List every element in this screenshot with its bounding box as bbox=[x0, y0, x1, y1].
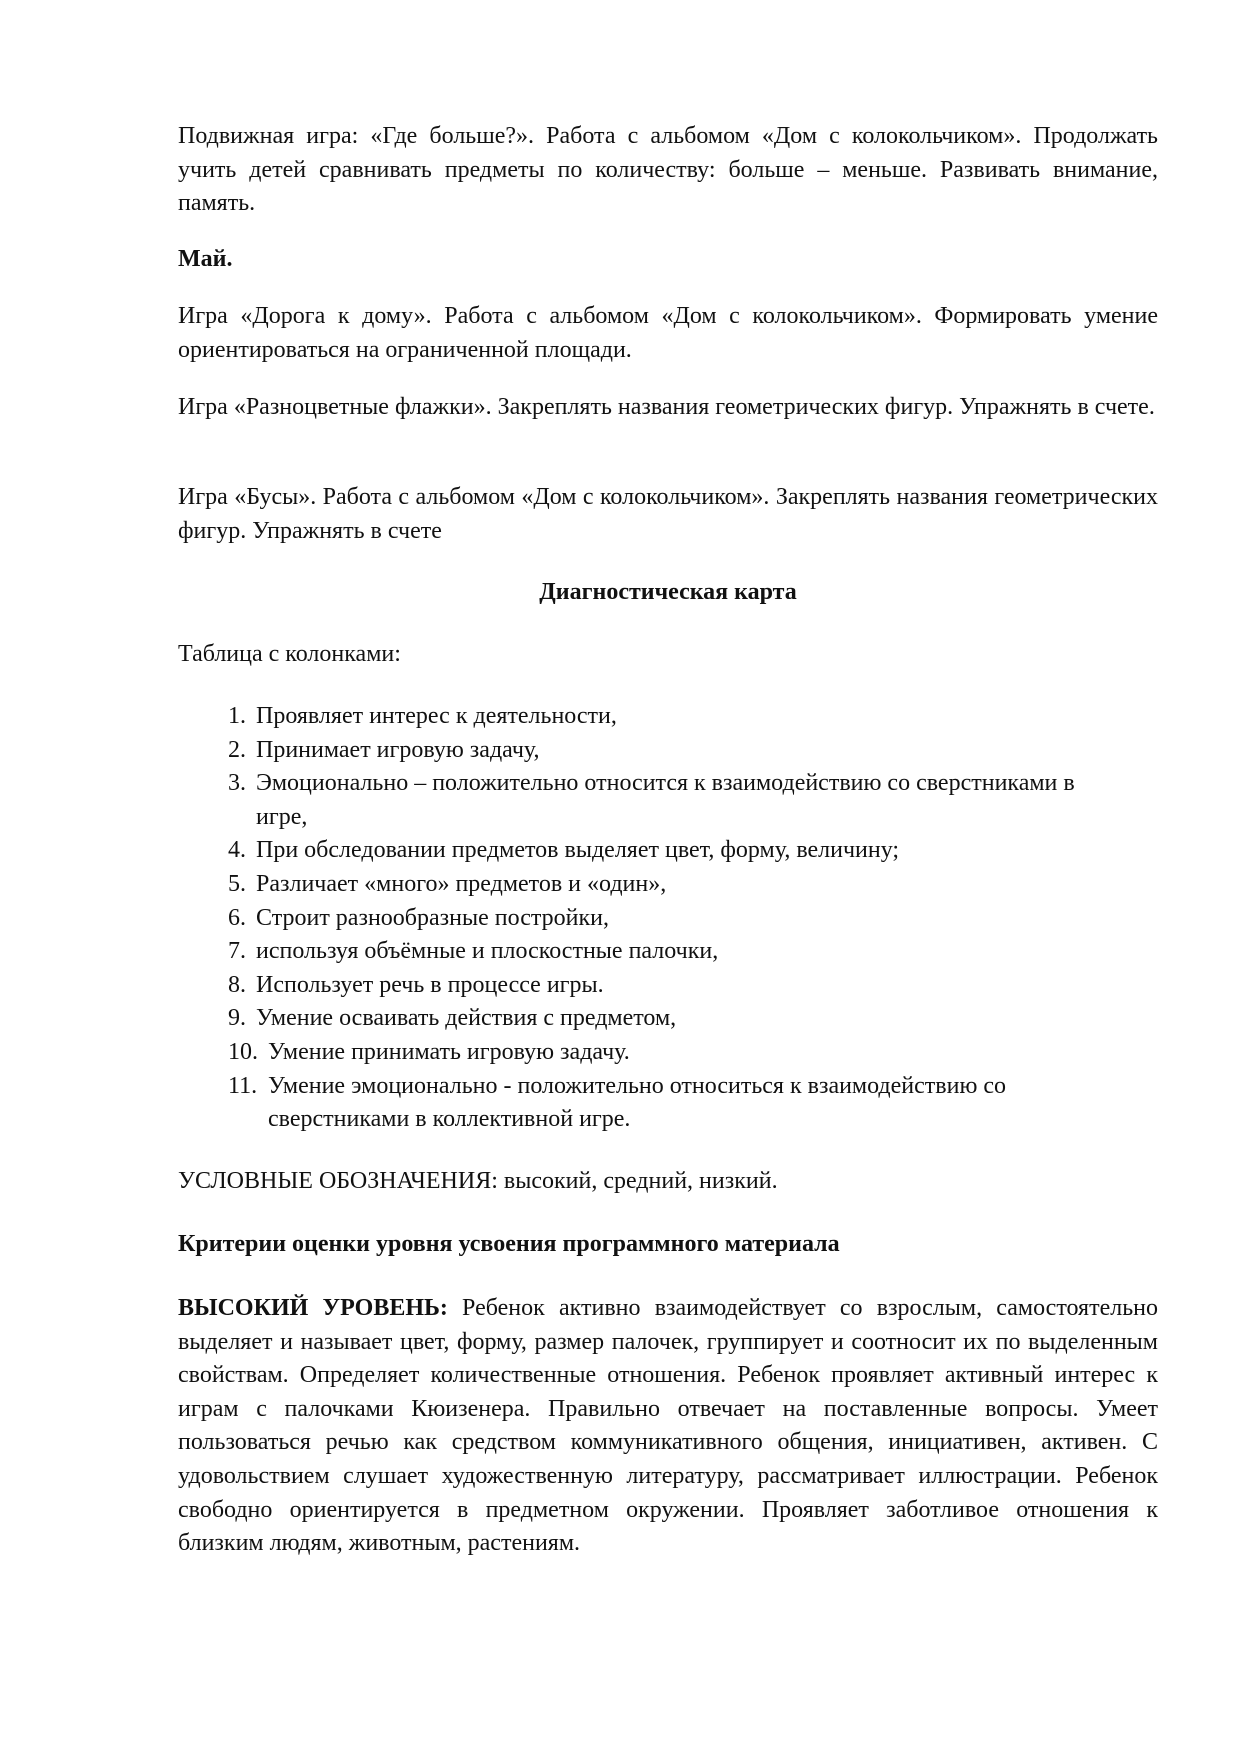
paragraph-4: Игра «Бусы». Работа с альбомом «Дом с колокольчиком». Закреплять названия геометрических фигур. Упражнять в счете bbox=[178, 484, 1158, 544]
item-text: используя объёмные и плоскостные палочки, bbox=[256, 938, 719, 965]
list-item bbox=[228, 700, 1158, 734]
item-text: Различает «много» предметов и «один», bbox=[256, 870, 667, 897]
list-item bbox=[228, 1002, 1158, 1036]
item-number: 11. bbox=[228, 1072, 258, 1099]
paragraph-1: Подвижная игра: «Где больше?». Работа с альбомом «Дом с колокольчиком». Продолжать учить детей сравнивать предметы по количеству: больше – меньше. Развивать внимание, память. bbox=[178, 123, 1158, 217]
list-item bbox=[228, 868, 1158, 902]
item-number: 6. bbox=[228, 904, 246, 931]
table-intro: Таблица с колонками: bbox=[178, 641, 401, 667]
item-text: Умение принимать игровую задачу. bbox=[268, 1038, 630, 1065]
item-number: 8. bbox=[228, 971, 246, 998]
high-level-label: ВЫСОКИЙ УРОВЕНЬ: bbox=[178, 1295, 448, 1321]
list-item bbox=[228, 834, 1158, 868]
list-item bbox=[228, 935, 1158, 969]
list-item bbox=[228, 1036, 1158, 1070]
item-number: 1. bbox=[228, 703, 246, 729]
high-level-text: Ребенок активно взаимодействует со взрослым, самостоятельно выделяет и называет цвет, форму, размер палочек, группирует и соотносит их по выделенным свойствам. Определяет количественные отношения. Ребенок проявляет активный интерес к играм с палочками Кюизенера. Правильно отвечает на поставленные вопросы. Умеет пользоваться речью как средством коммуникативного общения, инициативен, активен. С удовольствием слушает художественную литературу, рассматривает иллюстрации. Ребенок свободно ориентируется в предметном окружении. Проявляет заботливое отношения к близким людям, животным, растениям. bbox=[178, 1295, 1158, 1557]
list-item bbox=[228, 767, 1076, 834]
item-number: 4. bbox=[228, 837, 246, 864]
high-level-paragraph bbox=[178, 1292, 1158, 1561]
item-number: 9. bbox=[228, 1005, 246, 1032]
columns-list bbox=[178, 700, 1158, 1137]
item-text: При обследовании предметов выделяет цвет, форму, величину; bbox=[256, 837, 900, 864]
list-item bbox=[228, 902, 1158, 936]
legend: УСЛОВНЫЕ ОБОЗНАЧЕНИЯ: высокий, средний, низкий. bbox=[178, 1168, 778, 1194]
item-number: 10. bbox=[228, 1038, 258, 1065]
item-text: Строит разнообразные постройки, bbox=[256, 904, 609, 931]
item-text: Умение осваивать действия с предметом, bbox=[256, 1005, 677, 1032]
list-item bbox=[228, 969, 1158, 1003]
item-text: Проявляет интерес к деятельности, bbox=[256, 703, 617, 729]
item-number: 5. bbox=[228, 870, 246, 897]
list-item bbox=[228, 1070, 1148, 1137]
paragraph-3: Игра «Разноцветные флажки». Закреплять названия геометрических фигур. Упражнять в счете. bbox=[178, 394, 1155, 420]
item-text: Принимает игровую задачу, bbox=[256, 736, 540, 763]
month-heading: Май. bbox=[178, 246, 233, 272]
diagnostic-heading: Диагностическая карта bbox=[539, 579, 797, 605]
item-number: 7. bbox=[228, 938, 246, 965]
criteria-heading: Критерии оценки уровня усвоения программного материала bbox=[178, 1231, 840, 1257]
item-number: 2. bbox=[228, 736, 246, 763]
item-text: Использует речь в процессе игры. bbox=[256, 971, 604, 998]
item-text: Эмоционально – положительно относится к взаимодействию со сверстниками в игре, bbox=[256, 770, 1075, 830]
item-text: Умение эмоционально - положительно относиться к взаимодействию со сверстниками в коллективной игре. bbox=[268, 1072, 1007, 1133]
item-number: 3. bbox=[228, 770, 246, 797]
list-item bbox=[228, 734, 1158, 768]
paragraph-2: Игра «Дорога к дому». Работа с альбомом «Дом с колокольчиком». Формировать умение ориентироваться на ограниченной площади. bbox=[178, 303, 1158, 363]
